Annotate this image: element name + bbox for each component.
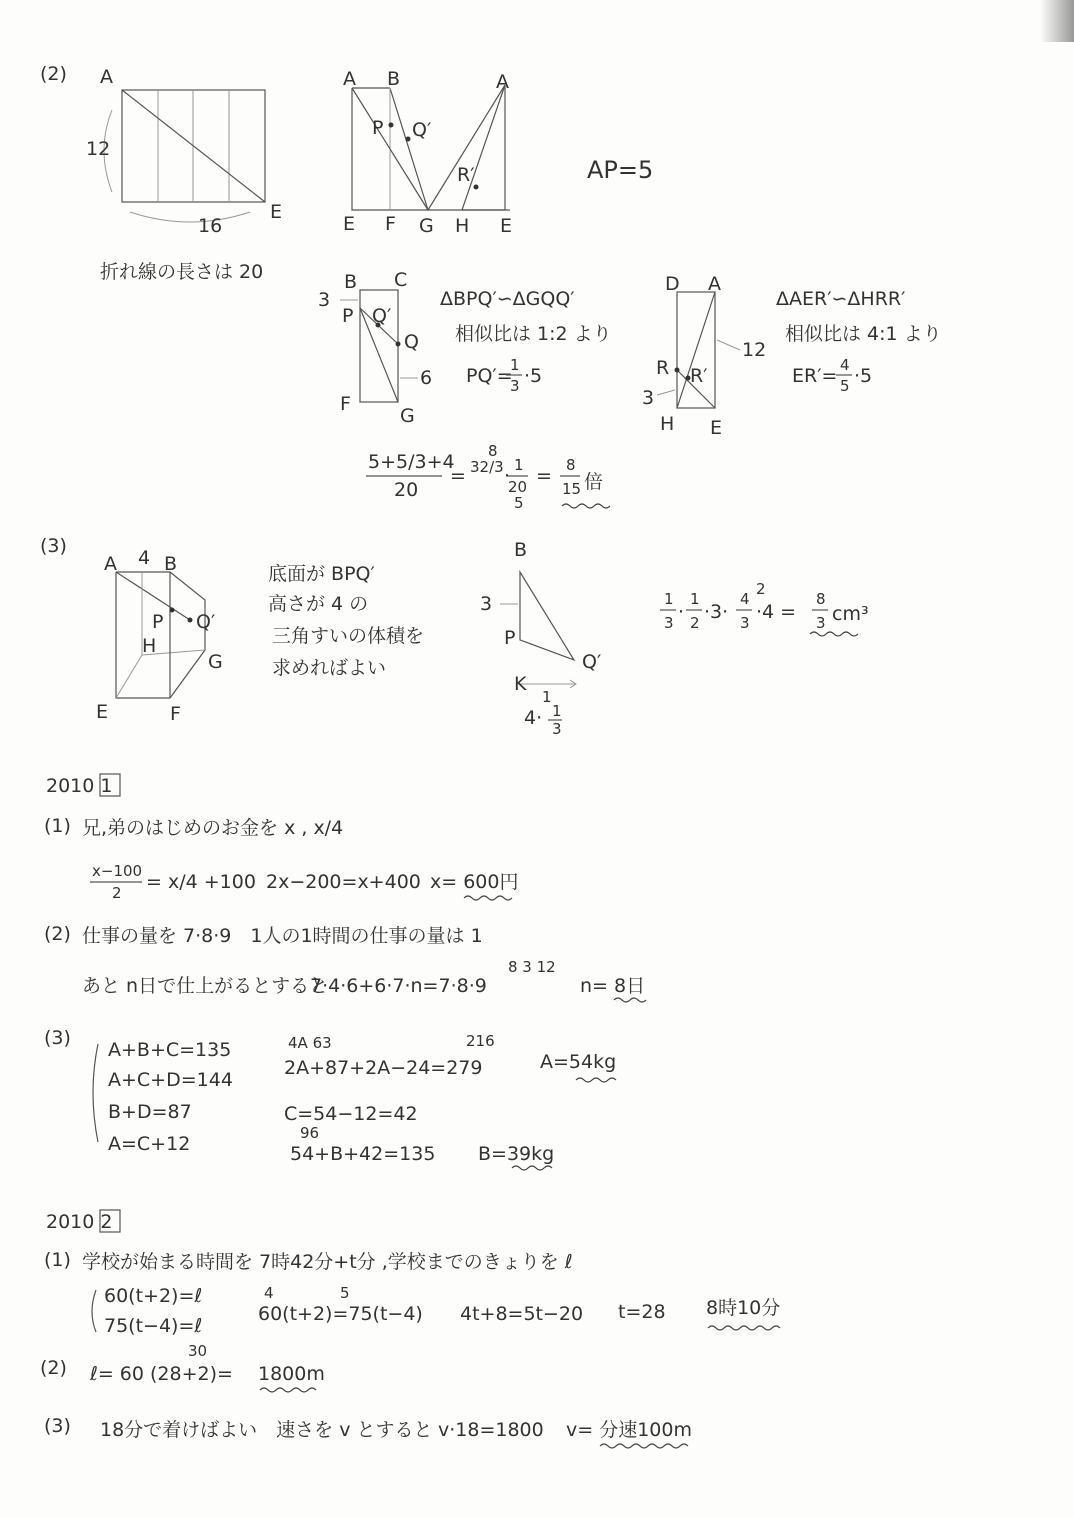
q2-small: 8 3 12 xyxy=(508,958,556,976)
label-E: E xyxy=(710,417,723,439)
res-num: 8 xyxy=(816,590,826,608)
q2-label: (2) xyxy=(44,923,71,945)
note-line-3: 三角すいの体積を xyxy=(272,625,425,647)
times: · xyxy=(504,465,511,487)
q1-equation xyxy=(90,862,518,902)
r1-small-2: 5 xyxy=(340,1284,350,1302)
label-B: B xyxy=(344,271,358,293)
w3: 54+B+42=135 xyxy=(290,1143,436,1165)
prism-note xyxy=(268,563,424,679)
f3-num: 4 xyxy=(740,590,750,608)
w3-small: 96 xyxy=(300,1124,320,1142)
r2-answer: 1800m xyxy=(258,1363,325,1385)
fold-length-note: 折れ線の長さは 20 xyxy=(100,261,264,283)
r3-work xyxy=(100,1419,692,1448)
res-unit: 倍 xyxy=(584,471,604,493)
label-F: F xyxy=(170,703,181,725)
q1-num: x−100 xyxy=(92,862,143,880)
answer-underline xyxy=(464,896,512,900)
w2: C=54−12=42 xyxy=(284,1103,418,1125)
label-P: P xyxy=(504,627,516,649)
answer-underline xyxy=(810,632,858,636)
r3-eq: v·18=1800 xyxy=(438,1419,544,1441)
q1-label: (1) xyxy=(44,815,71,837)
sys-eq-1: A+B+C=135 xyxy=(108,1039,232,1061)
section-header-2010-2: 2010 2 xyxy=(46,1211,113,1233)
f-small: 5 xyxy=(514,494,524,512)
w1: 2A+87+2A−24=279 xyxy=(284,1057,483,1079)
q1-eq2: 2x−200=x+400 xyxy=(266,871,421,893)
point-P xyxy=(389,123,394,128)
dim-12: 12 xyxy=(86,138,111,160)
label-G: G xyxy=(419,215,434,237)
label-Q: Q′ xyxy=(582,651,602,673)
label-C: C xyxy=(394,269,408,291)
section-header-2010-1: 2010 1 xyxy=(46,775,113,797)
calc-den: 20 xyxy=(394,479,419,501)
system-brace xyxy=(93,1044,98,1142)
tri-num: 1 xyxy=(552,702,562,720)
label-E: E xyxy=(96,701,109,723)
q2-answer: n= 8日 xyxy=(580,975,646,997)
answer-underline xyxy=(512,1166,552,1170)
label-D: D xyxy=(665,273,680,295)
label-3: 3 xyxy=(642,387,655,409)
part-label-3: (3) xyxy=(40,535,67,557)
triangle-figure xyxy=(480,539,601,738)
label-Q: Q′ xyxy=(412,119,432,141)
vol-tail: ·4 = xyxy=(756,601,797,623)
dot-1: · xyxy=(678,601,685,623)
q3-label: (3) xyxy=(44,1027,71,1049)
label-G: G xyxy=(208,651,223,673)
ap-result: AP=5 xyxy=(587,156,654,184)
tri-expr: 4· xyxy=(524,707,543,729)
label-G: G xyxy=(400,405,415,427)
res-unit: cm³ xyxy=(832,603,869,625)
frac-tail: ·5 xyxy=(524,365,543,387)
f-num: 1 xyxy=(514,456,524,474)
q1-rhs: = x/4 +100 xyxy=(146,871,256,893)
label-A: A xyxy=(343,68,356,90)
label-A: A xyxy=(100,66,113,88)
label-3: 3 xyxy=(480,593,493,615)
q2-pre: あと n日で仕上がるとすると xyxy=(82,975,329,997)
r1-answer: 8時10分 xyxy=(706,1297,781,1319)
label-3: 3 xyxy=(318,289,331,311)
label-1: 1 xyxy=(542,688,552,706)
label-B: B xyxy=(387,68,401,90)
label-Q: Q′ xyxy=(196,611,216,633)
rectangle-diagonal-figure xyxy=(86,66,282,237)
vol-mid: ·3· xyxy=(704,601,729,623)
r3-label: (3) xyxy=(44,1415,71,1437)
label-R1: R′ xyxy=(690,365,708,387)
frac-tail: ·5 xyxy=(854,365,873,387)
r2-label: (2) xyxy=(40,1357,67,1379)
label-P: P xyxy=(152,611,164,633)
frac-den: 3 xyxy=(510,377,520,395)
label-Q1: Q′ xyxy=(372,305,392,327)
r2-eq: ℓ= 60 (28+2)= xyxy=(90,1363,233,1385)
bcfg-figure xyxy=(318,269,432,427)
note-line-4: 求めればよい xyxy=(272,657,387,679)
r1-eq1: 60(t+2)=75(t−4) xyxy=(258,1303,423,1325)
r3-answer: v= 分速100m xyxy=(566,1419,692,1441)
label-B: B xyxy=(514,539,528,561)
answer-underline xyxy=(576,1078,616,1082)
r1-eq2: 4t+8=5t−20 xyxy=(460,1303,584,1325)
q1-answer: x= 600円 xyxy=(430,871,519,893)
note-line-2: 高さが 4 の xyxy=(268,593,369,615)
eq-1: = xyxy=(450,465,466,487)
r1-small-1: 4 xyxy=(264,1284,274,1302)
r2-small: 30 xyxy=(188,1342,208,1360)
bracket-16 xyxy=(130,212,250,222)
similarity-ratio: 相似比は 1:2 より xyxy=(455,323,612,345)
r1-label: (1) xyxy=(44,1249,71,1271)
scan-shadow xyxy=(1040,0,1074,42)
sys-eq-3: B+D=87 xyxy=(108,1101,192,1123)
f1-num: 1 xyxy=(664,590,674,608)
r1-eq3: t=28 xyxy=(618,1301,666,1323)
q1-text: 兄,弟のはじめのお金を x , x/4 xyxy=(82,817,344,839)
answer-underline xyxy=(260,1388,316,1392)
point-Q xyxy=(406,137,411,142)
volume-calculation xyxy=(660,580,869,636)
frac-num: 4 xyxy=(840,356,850,374)
r2-work xyxy=(89,1342,325,1392)
note-line-1: 底面が BPQ′ xyxy=(268,563,375,585)
ratio-calculation xyxy=(366,442,610,512)
w1-small-right: 216 xyxy=(466,1032,495,1050)
res-den: 3 xyxy=(816,614,826,632)
r1-sys-2: 75(t−4)=ℓ xyxy=(104,1315,203,1337)
tri-den: 3 xyxy=(552,720,562,738)
er-lhs: ER′= xyxy=(792,365,838,387)
label-R: R′ xyxy=(457,164,475,186)
label-E: E xyxy=(343,213,356,235)
f3-small: 2 xyxy=(756,580,766,598)
q1-den: 2 xyxy=(112,884,122,902)
label-A: A xyxy=(104,553,117,575)
f2-den: 2 xyxy=(690,614,700,632)
label-P: P xyxy=(342,305,354,327)
label-H: H xyxy=(660,413,675,435)
label-Q: Q xyxy=(404,331,419,353)
similarity-title: ΔBPQ′∽ΔGQQ′ xyxy=(440,288,575,310)
label-F: F xyxy=(340,393,351,415)
similarity-title: ΔAER′∽ΔHRR′ xyxy=(776,288,906,310)
sys-eq-2: A+C+D=144 xyxy=(108,1069,233,1091)
label-A2: A xyxy=(496,71,509,93)
res-den: 15 xyxy=(562,480,582,498)
mid-num: 32/3 xyxy=(470,458,504,476)
mid-small: 8 xyxy=(488,442,498,460)
part-label-2: (2) xyxy=(40,63,67,85)
label-K: K xyxy=(514,673,527,695)
label-H: H xyxy=(455,215,470,237)
q2-eq: 7·4·6+6·7·n=7·8·9 xyxy=(310,975,487,997)
q3-system xyxy=(108,1039,233,1155)
r1-work xyxy=(258,1284,780,1330)
frac-den: 5 xyxy=(840,377,850,395)
label-A: A xyxy=(708,273,721,295)
pq-lhs: PQ′= xyxy=(466,365,513,387)
answer-B: B=39kg xyxy=(478,1143,555,1165)
res-num: 8 xyxy=(566,456,576,474)
frac-num: 1 xyxy=(510,356,520,374)
f1-den: 3 xyxy=(664,614,674,632)
answer-underline xyxy=(562,504,610,508)
q2-text: 仕事の量を 7·8·9 1人の1時間の仕事の量は 1 xyxy=(82,925,483,947)
w1-small: 4A 63 xyxy=(288,1034,332,1052)
label-E2: E xyxy=(500,215,513,237)
answer-A: A=54kg xyxy=(540,1051,617,1073)
eq-2: = xyxy=(536,465,552,487)
sys-eq-4: A=C+12 xyxy=(108,1133,191,1155)
similarity-note-2 xyxy=(776,288,942,395)
system-brace-2 xyxy=(92,1290,96,1332)
label-R: R xyxy=(656,357,670,379)
r3-text: 18分で着けばよい 速さを v とすると xyxy=(100,1419,433,1441)
label-6: 6 xyxy=(420,367,433,389)
answer-underline xyxy=(708,1326,780,1330)
r1-sys-1: 60(t+2)=ℓ xyxy=(104,1285,203,1307)
answer-underline xyxy=(600,1444,688,1448)
label-H: H xyxy=(142,635,157,657)
q2-line xyxy=(82,958,646,1002)
label-E: E xyxy=(270,201,283,223)
label-F: F xyxy=(385,213,396,235)
dim-16: 16 xyxy=(198,215,223,237)
q3-work xyxy=(284,1032,616,1170)
answer-underline xyxy=(614,998,646,1002)
similarity-note-1 xyxy=(440,288,612,395)
label-4: 4 xyxy=(138,547,151,569)
r1-text: 学校が始まる時間を 7時42分+t分 ,学校までのきょりを ℓ xyxy=(82,1251,573,1273)
dahe-figure xyxy=(642,273,766,439)
prism-figure xyxy=(96,547,223,725)
label-P: P xyxy=(372,117,384,139)
label-B: B xyxy=(164,553,178,575)
f2-num: 1 xyxy=(690,590,700,608)
similarity-ratio: 相似比は 4:1 より xyxy=(785,323,942,345)
f3-den: 3 xyxy=(740,614,750,632)
f-den: 20 xyxy=(508,478,528,496)
calc-num: 5+5/3+4 xyxy=(368,451,455,473)
label-12: 12 xyxy=(742,339,767,361)
unfolded-figure xyxy=(343,68,512,237)
